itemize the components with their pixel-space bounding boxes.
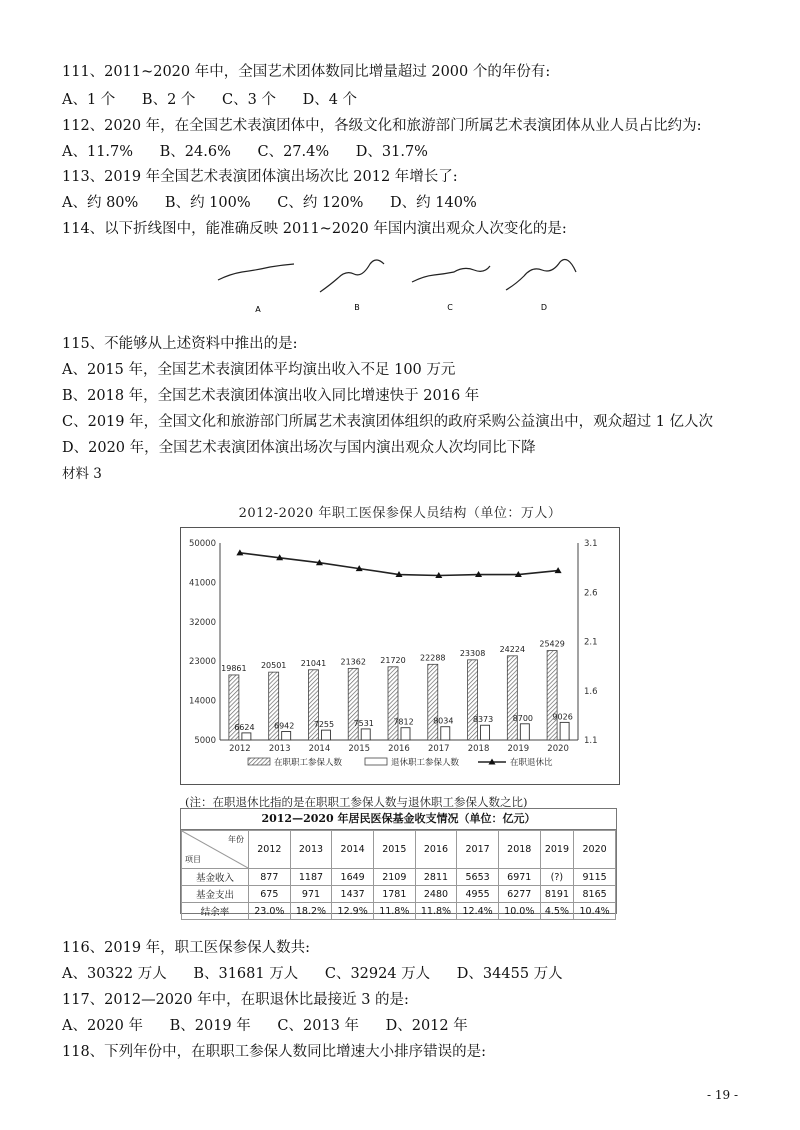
table-cell: 4.5% <box>540 903 574 920</box>
year-header: 2013 <box>290 831 332 869</box>
q116-option-c[interactable]: C、32924 万人 <box>324 966 431 982</box>
bar-label-retired: 8373 <box>472 715 494 725</box>
table-cell: 675 <box>249 886 291 903</box>
q116-options <box>62 964 585 984</box>
q112-option-b[interactable]: B、24.6% <box>159 144 231 160</box>
table-row <box>182 869 616 886</box>
y-tick-label: 23000 <box>188 657 216 668</box>
y2-tick-label: 1.1 <box>584 736 598 746</box>
table-cell: 2109 <box>373 869 415 886</box>
q113-stem: 113、2019 年全国艺术表演团体演出场次比 2012 年增长了: <box>62 169 458 185</box>
x-tick-label: 2019 <box>507 744 530 754</box>
chart-note: (注：在职退休比指的是在职职工参保人数与退休职工参保人数之比) <box>185 795 528 809</box>
bar-retired <box>401 728 410 740</box>
q113-option-b[interactable]: B、约 100% <box>164 195 251 211</box>
table-cell: 9115 <box>574 869 616 886</box>
table-cell: (?) <box>540 869 574 886</box>
bar-in-service <box>428 664 438 740</box>
y-tick-label: 14000 <box>188 696 216 707</box>
bar-label-in-service: 25429 <box>539 639 565 649</box>
legend-label-ratio: 在职退休比 <box>510 758 553 768</box>
fund-table-corner <box>182 831 249 869</box>
q111-option-d[interactable]: D、4 个 <box>302 92 358 108</box>
bar-in-service <box>468 660 478 740</box>
table-cell: 6971 <box>498 869 540 886</box>
year-header: 2020 <box>574 831 616 869</box>
q117-options <box>62 1016 490 1036</box>
bar-label-in-service: 21041 <box>300 658 327 668</box>
x-tick-label: 2015 <box>348 744 371 754</box>
q117-option-a[interactable]: A、2020 年 <box>62 1018 143 1034</box>
q115-option-b[interactable]: B、2018 年，全国艺术表演团体演出收入同比增速快于 2016 年 <box>62 388 480 404</box>
mini-curve-c[interactable] <box>412 266 490 282</box>
mini-label-d: D <box>540 303 548 312</box>
bar-retired <box>560 722 569 740</box>
bar-retired <box>441 727 450 740</box>
bar-label-in-service: 19861 <box>221 663 247 673</box>
bar-label-in-service: 21362 <box>340 657 366 667</box>
x-tick-label: 2014 <box>308 744 331 754</box>
q111-options <box>62 90 379 110</box>
year-header: 2018 <box>498 831 540 869</box>
bar-label-in-service: 21720 <box>380 655 406 665</box>
fund-table-header-row <box>182 831 616 869</box>
x-tick-label: 2020 <box>547 744 569 754</box>
q114-mini-charts <box>212 250 582 322</box>
y2-tick-label: 3.1 <box>584 539 598 549</box>
year-header: 2012 <box>249 831 291 869</box>
table-row <box>182 903 616 920</box>
bar-in-service <box>507 656 517 740</box>
x-tick-label: 2016 <box>388 744 410 754</box>
legend-label-in-service: 在职职工参保人数 <box>274 758 343 768</box>
row-label: 基金收入 <box>182 869 249 886</box>
y2-tick-label: 2.6 <box>584 588 598 599</box>
bar-label-in-service: 20501 <box>260 661 287 671</box>
q116-option-a[interactable]: A、30322 万人 <box>62 966 167 982</box>
bar-label-retired: 6942 <box>273 721 295 731</box>
y-tick-label: 41000 <box>188 578 216 589</box>
y-tick-label: 5000 <box>194 736 216 746</box>
table-cell: 12.4% <box>457 903 499 920</box>
table-cell: 11.8% <box>415 903 457 920</box>
year-header: 2017 <box>457 831 499 869</box>
legend-swatch-in-service <box>248 758 270 765</box>
q113-options <box>62 193 499 213</box>
q111-option-a[interactable]: A、1 个 <box>62 92 116 108</box>
bar-retired <box>361 729 370 740</box>
table-cell: 1187 <box>290 869 332 886</box>
mini-label-c: C <box>447 303 453 312</box>
q115-stem: 115、不能够从上述资料中推出的是: <box>62 336 298 352</box>
fund-table-title: 2012—2020 年居民医保基金收支情况（单位：亿元） <box>181 809 616 830</box>
table-row <box>182 886 616 903</box>
fund-table <box>180 808 617 918</box>
q116-option-b[interactable]: B、31681 万人 <box>193 966 299 982</box>
chart-title: 2012-2020 年职工医保参保人员结构（单位：万人） <box>238 506 562 521</box>
year-header: 2019 <box>540 831 574 869</box>
q115-option-a[interactable]: A、2015 年，全国艺术表演团体平均演出收入不足 100 万元 <box>62 362 456 378</box>
legend-swatch-retired <box>365 758 387 765</box>
q113-option-d[interactable]: D、约 140% <box>390 195 477 211</box>
table-cell: 1649 <box>332 869 374 886</box>
q112-option-a[interactable]: A、11.7% <box>62 144 134 160</box>
q112-option-d[interactable]: D、31.7% <box>355 144 428 160</box>
table-cell: 971 <box>290 886 332 903</box>
table-cell: 10.4% <box>574 903 616 920</box>
bar-label-retired: 8034 <box>433 716 454 726</box>
bar-label-retired: 9026 <box>552 712 573 722</box>
table-cell: 18.2% <box>290 903 332 920</box>
q114-stem: 114、以下折线图中，能准确反映 2011~2020 年国内演出观众人次变化的是: <box>62 221 567 237</box>
x-tick-label: 2018 <box>467 744 490 754</box>
bar-label-retired: 7255 <box>313 720 335 730</box>
q115-option-d[interactable]: D、2020 年，全国艺术表演团体演出场次与国内演出观众人次均同比下降 <box>62 440 536 456</box>
bar-retired <box>520 724 529 740</box>
table-cell: 5653 <box>457 869 499 886</box>
q115-option-c[interactable]: C、2019 年，全国文化和旅游部门所属艺术表演团体组织的政府采购公益演出中，观众超过 1 亿人次 <box>62 414 714 430</box>
q113-option-a[interactable]: A、约 80% <box>62 195 139 211</box>
q116-option-d[interactable]: D、34455 万人 <box>456 966 563 982</box>
mini-curve-d[interactable] <box>506 260 576 290</box>
table-cell: 11.8% <box>373 903 415 920</box>
row-label: 结余率 <box>182 903 249 920</box>
q116-stem: 116、2019 年，职工医保参保人数共: <box>62 940 311 956</box>
year-header: 2016 <box>415 831 457 869</box>
x-tick-label: 2012 <box>229 744 251 754</box>
x-tick-label: 2013 <box>268 744 291 754</box>
table-cell: 1437 <box>332 886 374 903</box>
table-cell: 1781 <box>373 886 415 903</box>
y2-tick-label: 1.6 <box>584 686 598 697</box>
material-label: 材料 3 <box>62 466 102 482</box>
y-tick-label: 50000 <box>188 539 216 549</box>
bar-in-service <box>547 651 557 740</box>
bar-label-in-service: 23308 <box>459 648 486 658</box>
q117-stem: 117、2012—2020 年中，在职退休比最接近 3 的是: <box>62 992 409 1008</box>
fund-table-grid <box>181 830 616 920</box>
table-cell: 2480 <box>415 886 457 903</box>
table-cell: 10.0% <box>498 903 540 920</box>
mini-curve-a[interactable] <box>218 264 294 280</box>
table-cell: 2811 <box>415 869 457 886</box>
bar-retired <box>321 730 330 740</box>
table-cell: 6277 <box>498 886 540 903</box>
q117-option-b[interactable]: B、2019 年 <box>169 1018 251 1034</box>
bar-in-service <box>388 667 398 740</box>
table-cell: 877 <box>249 869 291 886</box>
table-cell: 8191 <box>540 886 574 903</box>
x-tick-label: 2017 <box>427 744 450 754</box>
bar-label-retired: 8700 <box>512 713 534 723</box>
q117-option-c[interactable]: C、2013 年 <box>277 1018 359 1034</box>
page-number: - 19 - <box>706 1088 738 1102</box>
insurance-structure-chart <box>180 527 620 785</box>
year-header: 2015 <box>373 831 415 869</box>
q111-option-b[interactable]: B、2 个 <box>141 92 196 108</box>
bar-retired <box>242 733 251 740</box>
table-cell: 4955 <box>457 886 499 903</box>
bar-in-service <box>348 668 358 740</box>
corner-item-label: 项目 <box>185 855 201 864</box>
y2-tick-label: 2.1 <box>584 637 598 648</box>
bar-retired <box>481 725 490 740</box>
legend-label-retired: 退休职工参保人数 <box>391 758 460 768</box>
bar-label-retired: 7812 <box>393 717 414 727</box>
bar-label-retired: 6624 <box>234 722 255 732</box>
bar-in-service <box>308 670 318 740</box>
y-tick-label: 32000 <box>188 617 216 628</box>
bar-retired <box>282 731 291 740</box>
table-cell: 23.0% <box>249 903 291 920</box>
q111-option-c[interactable]: C、3 个 <box>222 92 276 108</box>
corner-year-label: 年份 <box>228 835 244 844</box>
bar-label-in-service: 22288 <box>420 653 446 663</box>
q113-option-c[interactable]: C、约 120% <box>277 195 364 211</box>
bar-label-in-service: 24224 <box>499 644 526 654</box>
q118-stem: 118、下列年份中，在职职工参保人数同比增速大小排序错误的是: <box>62 1044 487 1060</box>
q111-stem: 111、2011~2020 年中，全国艺术团体数同比增量超过 2000 个的年份有: <box>62 64 551 80</box>
mini-label-a: A <box>255 305 261 314</box>
q112-option-c[interactable]: C、27.4% <box>257 144 330 160</box>
q117-option-d[interactable]: D、2012 年 <box>385 1018 468 1034</box>
q112-stem: 112、2020 年，在全国艺术表演团体中，各级文化和旅游部门所属艺术表演团体从业人员占比约为: <box>62 118 702 134</box>
bar-label-retired: 7531 <box>353 718 374 728</box>
row-label: 基金支出 <box>182 886 249 903</box>
q112-options <box>62 142 450 162</box>
year-header: 2014 <box>332 831 374 869</box>
mini-curve-b[interactable] <box>320 260 384 292</box>
mini-label-b: B <box>354 303 360 312</box>
table-cell: 8165 <box>574 886 616 903</box>
table-cell: 12.9% <box>332 903 374 920</box>
